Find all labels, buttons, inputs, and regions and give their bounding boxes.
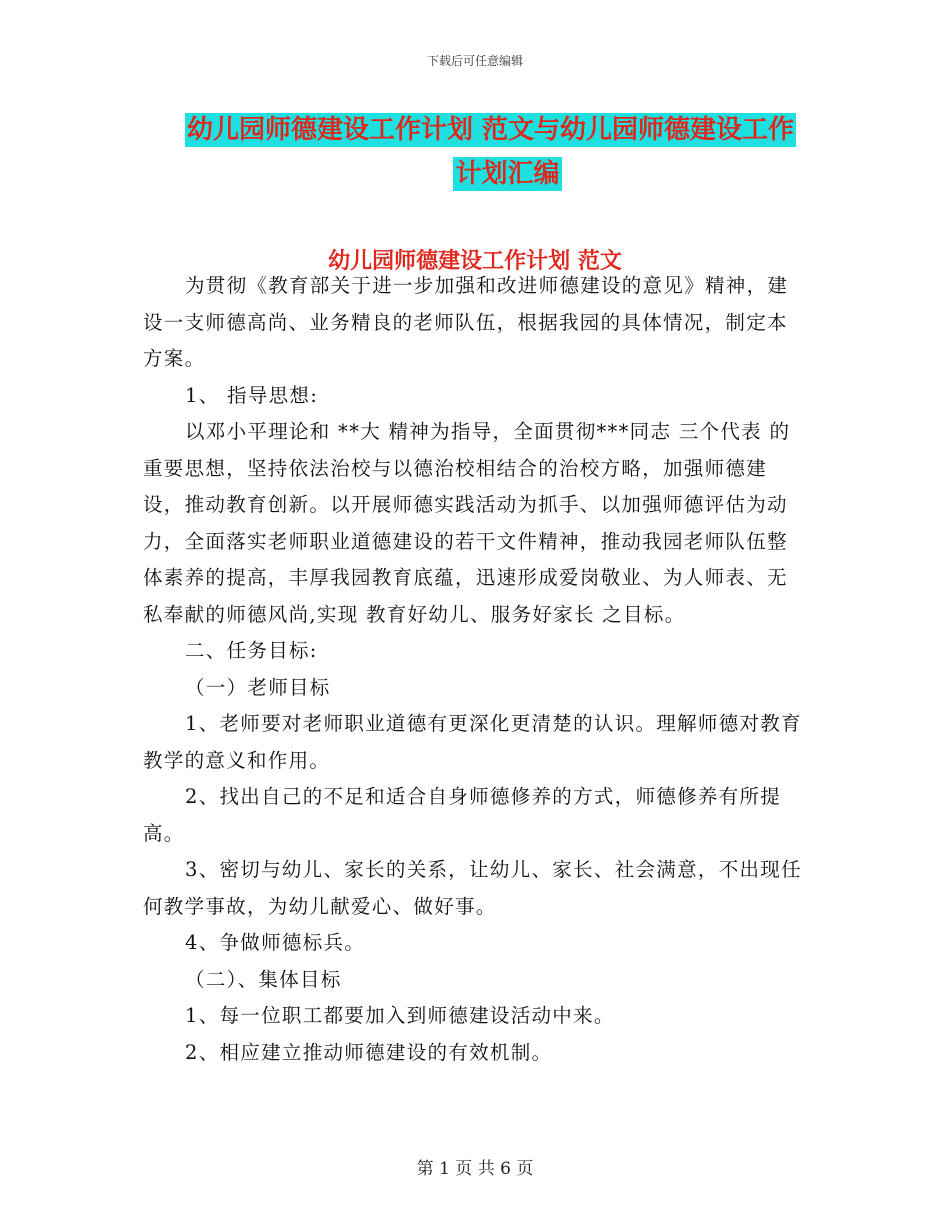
sub2-item-2: 2、相应建立推动师德建设的有效机制。: [185, 1040, 553, 1064]
section1-body: 以邓小平理论和 **大 精神为指导，全面贯彻***同志 三个代表 的重要思想，坚持依法治校与以德治校相结合的治校方略，加强师德建设，推动教育创新。以开展师德实践活动为抓手、以加强师德评估为动力，全面落实老师职业道德建设的若干文件精神，推动我园老师队伍整体素养的提高，丰厚我园教育底蕴，迅速形成爱岗敬业、为人师表、无私奉献的师德风尚,实现 教育好幼儿、服务好家长 之目标。: [143, 420, 791, 626]
document-title: [140, 108, 820, 196]
sub1-item-4: 4、争做师德标兵。: [185, 931, 366, 954]
sub1-item-3: 3、密切与幼儿、家长的关系，让幼儿、家长、社会满意，不出现任何教学事故，为幼儿献爱心、做好事。: [143, 858, 802, 918]
document-body: [143, 268, 808, 1071]
page-footer: 第 1 页 共 6 页: [416, 1159, 534, 1179]
sub2-heading: （二）、集体目标: [185, 967, 342, 991]
section1-heading: 1、 指导思想:: [185, 383, 319, 407]
title-line-1: 幼儿园师德建设工作计划 范文与幼儿园师德建设工作: [187, 115, 795, 145]
sub1-heading: （一）老师目标: [185, 675, 331, 699]
section-title: 幼儿园师德建设工作计划 范文: [328, 248, 622, 274]
section2-heading: 二、任务目标:: [185, 639, 318, 662]
title-line-2: 计划汇编: [455, 159, 560, 189]
sub2-item-1: 1、每一位职工都要加入到师德建设活动中来。: [185, 1004, 615, 1027]
intro-paragraph: 为贯彻《教育部关于进一步加强和改进师德建设的意见》精神，建设一支师德高尚、业务精良的老师队伍，根据我园的具体情况，制定本方案。: [143, 274, 789, 370]
header-note: 下载后可任意编辑: [426, 54, 523, 68]
sub1-item-1: 1、老师要对老师职业道德有更深化更清楚的认识。理解师德对教育教学的意义和作用。: [143, 712, 802, 772]
sub1-item-2: 2、找出自己的不足和适合自身师德修养的方式，师德修养有所提高。: [143, 785, 782, 845]
